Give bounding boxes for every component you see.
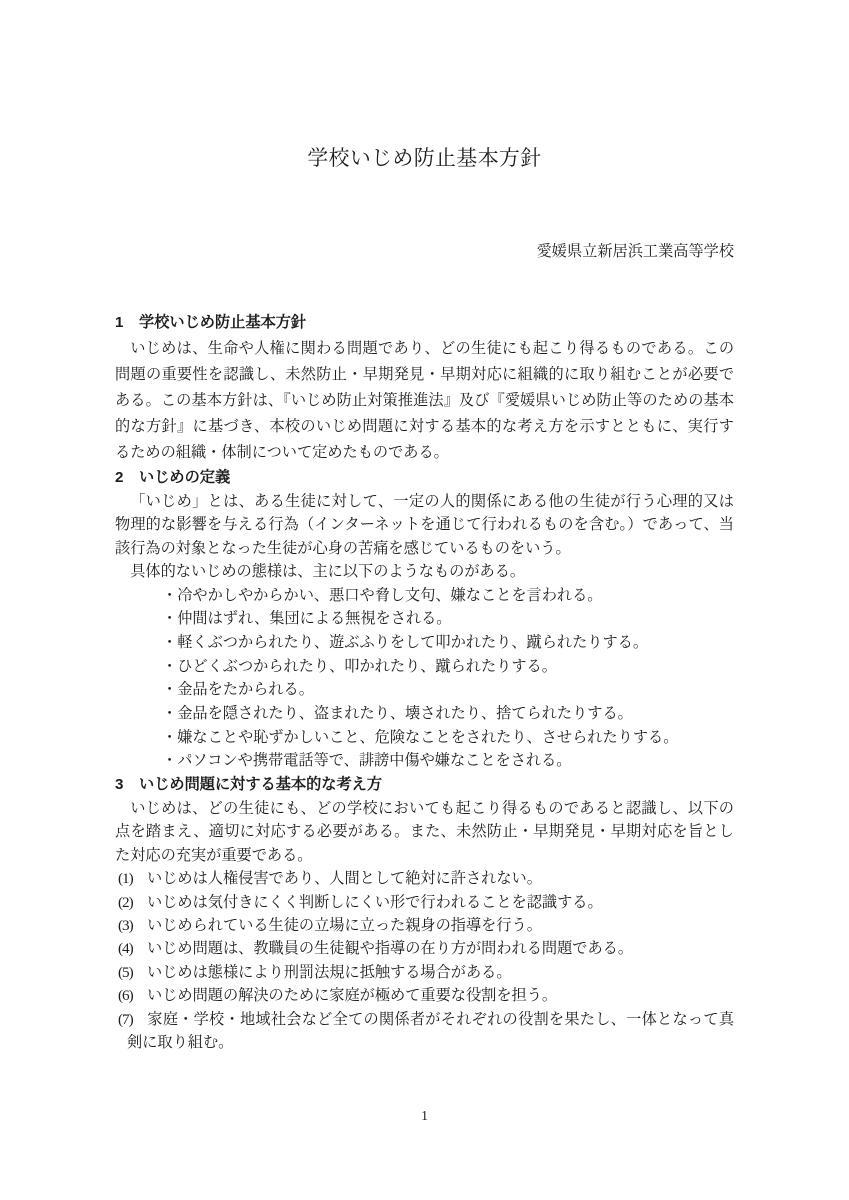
list-item: [115, 607, 734, 631]
paragraph: いじめは、生命や人権に関わる問題であり、どの生徒にも起こり得るものである。この問題の重要性を認識し、未然防止・早期発見・早期対応に組織的に取り組むことが必要である。この基本方針は、『いじめ防止対策推進法』及び『愛媛県いじめ防止等のための基本的な方針』に基づき、本校のいじめ問題に対する基本的な考え方を示すとともに、実行するための組織・体制について定めたものである。: [115, 340, 734, 461]
section-heading-text: いじめ問題に対する基本的な考え方: [139, 776, 382, 794]
list-item-text: 金品をたかられる。: [177, 681, 314, 699]
section-basic-policy: [115, 310, 734, 466]
paragraph: 具体的ないじめの態様は、主に以下のようなものがある。: [130, 563, 526, 580]
bullet-marker: ・: [162, 633, 178, 651]
section-number: 1: [115, 314, 124, 331]
item-number: (1): [118, 870, 133, 888]
list-item: [115, 584, 734, 608]
numbered-item: [115, 984, 734, 1007]
numbered-item-text: いじめは態様により刑罰法規に抵触する場合がある。: [147, 963, 512, 981]
principles-numbered-list: [115, 867, 734, 1054]
numbered-item: [115, 1008, 734, 1055]
bullet-marker: ・: [162, 681, 178, 699]
numbered-item-text: いじめは人権侵害であり、人間として絶対に許されない。: [147, 870, 542, 888]
item-number: (2): [118, 893, 133, 911]
numbered-item-text: 家庭・学校・地域社会など全ての関係者がそれぞれの役割を果たし、一体となって真剣に取り組む。: [127, 1010, 734, 1051]
item-number: (4): [118, 940, 133, 958]
list-item-text: 冷やかしやからかい、悪口や脅し文句、嫌なことを言われる。: [177, 586, 603, 604]
list-item-text: ひどくぶつかられたり、叩かれたり、蹴られたりする。: [177, 657, 557, 675]
numbered-item: [115, 914, 734, 937]
numbered-item-text: いじめられている生徒の立場に立った親身の指導を行う。: [147, 916, 542, 934]
section-heading: [115, 773, 734, 797]
list-item-text: パソコンや携帯電話等で、誹謗中傷や嫌なことをされる。: [177, 752, 572, 770]
bullet-marker: ・: [162, 586, 178, 604]
item-number: (5): [118, 963, 133, 981]
section-heading: [115, 466, 734, 490]
paragraph: いじめは、どの生徒にも、どの学校においても起こり得るものであると認識し、以下の点を踏まえ、適切に対応する必要がある。また、未然防止・早期発見・早期対応を旨とした対応の充実が重要である。: [115, 799, 734, 864]
bullet-marker: ・: [162, 657, 178, 675]
numbered-item-text: いじめ問題の解決のために家庭が極めて重要な役割を担う。: [147, 987, 558, 1005]
section-number: 2: [115, 469, 124, 486]
list-item-text: 軽くぶつかられたり、遊ぶふりをして叩かれたり、蹴られたりする。: [177, 633, 648, 651]
numbered-item: [115, 867, 734, 890]
bullet-marker: ・: [162, 728, 178, 746]
item-number: (6): [118, 987, 133, 1005]
document-body: [115, 310, 734, 1054]
school-name: 愛媛県立新居浜工業高等学校: [536, 243, 734, 260]
list-item-text: 金品を隠されたり、盗まれたり、壊されたり、捨てられたりする。: [177, 705, 633, 723]
numbered-item: [115, 937, 734, 960]
list-item-text: 仲間はずれ、集団による無視をされる。: [177, 610, 452, 628]
section-heading: [115, 310, 734, 336]
numbered-item-text: いじめは気付きにくく判断しにくい形で行われることを認識する。: [147, 893, 603, 911]
section-heading-text: いじめの定義: [139, 469, 231, 486]
list-item: [115, 726, 734, 750]
list-item: [115, 749, 734, 773]
item-number: (3): [118, 916, 133, 934]
numbered-item: [115, 891, 734, 914]
section-heading-text: 学校いじめ防止基本方針: [139, 314, 307, 331]
document-content: [115, 0, 734, 1054]
list-item-text: 嫌なことや恥ずかしいこと、危険なことをされたり、させられたりする。: [177, 728, 679, 746]
item-number: (7): [118, 1010, 133, 1028]
list-item: [115, 655, 734, 679]
page-number: 1: [421, 1108, 428, 1123]
list-item: [115, 678, 734, 702]
bullet-marker: ・: [162, 705, 178, 723]
numbered-item-text: いじめ問題は、教職員の生徒観や指導の在り方が問われる問題である。: [147, 940, 633, 958]
section-number: 3: [115, 776, 124, 794]
list-item: [115, 631, 734, 655]
bullet-marker: ・: [162, 610, 178, 628]
section-definition: [115, 466, 734, 773]
bullet-marker: ・: [162, 752, 178, 770]
section-basic-approach: [115, 773, 734, 1054]
bullying-examples-list: [115, 584, 734, 774]
document-title: 学校いじめ防止基本方針: [307, 147, 542, 170]
list-item: [115, 702, 734, 726]
numbered-item: [115, 961, 734, 984]
paragraph: 「いじめ」とは、ある生徒に対して、一定の人的関係にある他の生徒が行う心理的又は物理的な影響を与える行為（インターネットを通じて行われるものを含む。）であって、当該行為の対象となった生徒が心身の苦痛を感じているものをいう。: [115, 492, 734, 557]
